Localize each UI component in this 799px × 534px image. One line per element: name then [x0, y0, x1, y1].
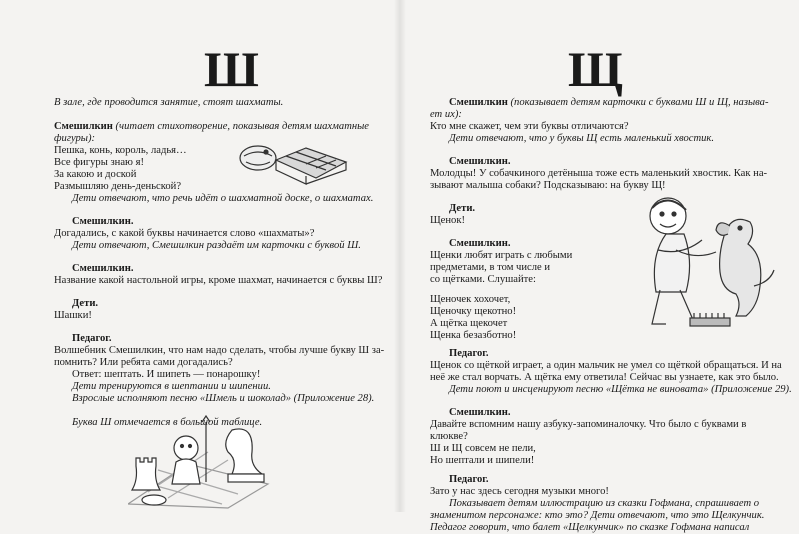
dialogue-line: Но шептали и шипели!	[430, 455, 535, 466]
dialogue-line: Ответ: шептать. И шипеть — понарошку!	[72, 369, 261, 380]
chess-board-illustration	[236, 130, 356, 192]
poem-line: Щеночку щекотно!	[430, 306, 517, 317]
speaker-name: Дети.	[72, 298, 99, 309]
stage-note: (читает стихотворение, показывая детям шахматные	[115, 121, 369, 132]
dialogue-line: Щенки любят играть с любыми	[430, 250, 573, 261]
dialogue-line: Зато у нас здесь сегодня музыки много!	[430, 486, 609, 497]
stage-note: Педагог говорит, что балет «Щелкунчик» по сказке Гофмана написал	[430, 522, 750, 533]
dialogue-line: Щенок со щёткой играет, а один мальчик не умел со щёткой обращаться. И на	[430, 360, 782, 371]
poem-line: А щётка щекочет	[430, 318, 508, 329]
dialogue-line: Догадались, с какой буквы начинается слово «шахматы»?	[54, 228, 315, 239]
boy-with-puppy-illustration	[630, 190, 780, 335]
children-response: Дети отвечают, Смешилкин раздаёт им карточки с буквой Ш.	[72, 240, 361, 251]
intro-text: В зале, где проводится занятие, стоят шахматы.	[54, 97, 284, 108]
left-page	[0, 0, 399, 512]
speaker-name: Смешилкин.	[72, 216, 134, 227]
speaker-name: Педагог.	[449, 348, 489, 359]
dialogue-line: Кто мне скажет, чем эти буквы отличаются?	[430, 121, 629, 132]
speaker-line	[449, 97, 769, 109]
dialogue-line: помнить? Или ребята сами догадались?	[54, 357, 233, 368]
dialogue-line: со щётками. Слушайте:	[430, 274, 536, 285]
dialogue-line: Ш и Щ совсем не пели,	[430, 443, 536, 454]
letter-heading-shch: Щ	[568, 41, 624, 97]
speaker-name: Смешилкин	[54, 121, 113, 132]
stage-note: знаменитом персонаже: кто это? Дети отвечают, что это Щелкунчик.	[430, 510, 765, 521]
dialogue-line: Молодцы! У собачкиного детёныша тоже есть маленький хвостик. Как на-	[430, 168, 768, 179]
dialogue-line: предметами, в том числе и	[430, 262, 551, 273]
poem-line: Пешка, конь, король, ладья…	[54, 145, 187, 156]
dialogue-line: зывают малыша собаки? Подсказываю: на букву Щ!	[430, 180, 666, 191]
stage-note: Показывает детям иллюстрацию из сказки Гофмана, спрашивает о	[449, 498, 760, 509]
stage-note: ет их):	[430, 109, 462, 120]
speaker-name: Смешилкин	[449, 97, 508, 108]
stage-note: фигуры):	[54, 133, 96, 144]
dialogue-line: неё же стал ворчать. А щётка ему ответила! Сейчас вы узнаете, как это было.	[430, 372, 779, 383]
speaker-name: Смешилкин.	[449, 156, 511, 167]
poem-line: Размышляю день-деньской?	[54, 181, 182, 192]
speaker-name: Смешилкин.	[72, 263, 134, 274]
poem-line: Щенка безазботно!	[430, 330, 517, 341]
poem-line: За какою и доской	[54, 169, 137, 180]
poem-line: Щеночек хохочет,	[430, 294, 511, 305]
stage-note: Дети поют и инсценируют песню «Щётка не виновата» (Приложение 29).	[449, 384, 792, 395]
speaker-name: Педагог.	[72, 333, 112, 344]
dialogue-line: Волшебник Смешилкин, что нам надо сделать, чтобы лучше букву Ш за-	[54, 345, 385, 356]
dialogue-line: Шашки!	[54, 310, 92, 321]
stage-note: Дети тренируются в шептании и шипении.	[72, 381, 271, 392]
children-response: Дети отвечают, что у буквы Щ есть маленький хвостик.	[449, 133, 715, 144]
speaker-name: Педагог.	[449, 474, 489, 485]
chess-pieces-illustration	[128, 410, 288, 510]
stage-note: (показывает детям карточки с буквами Ш и Щ, называ-	[510, 97, 769, 108]
closing-note: Буква Ш отмечается в большой таблице.	[72, 417, 263, 428]
right-page	[400, 0, 799, 533]
dialogue-line: клюкве?	[430, 431, 468, 442]
children-response: Дети отвечают, что речь идёт о шахматной доске, о шахматах.	[72, 193, 374, 204]
letter-heading-sh: Ш	[204, 41, 260, 97]
stage-note: Взрослые исполняют песню «Шмель и шоколад» (Приложение 28).	[72, 393, 375, 404]
speaker-name: Смешилкин.	[449, 407, 511, 418]
speaker-name: Смешилкин.	[449, 238, 511, 249]
dialogue-line: Давайте вспомним нашу азбуку-запоминалочку. Что было с буквами в	[430, 419, 747, 430]
speaker-name: Дети.	[449, 203, 476, 214]
poem-line: Все фигуры знаю я!	[54, 157, 145, 168]
dialogue-line: Название какой настольной игры, кроме шахмат, начинается с буквы Ш?	[54, 275, 383, 286]
dialogue-line: Щенок!	[430, 215, 466, 226]
